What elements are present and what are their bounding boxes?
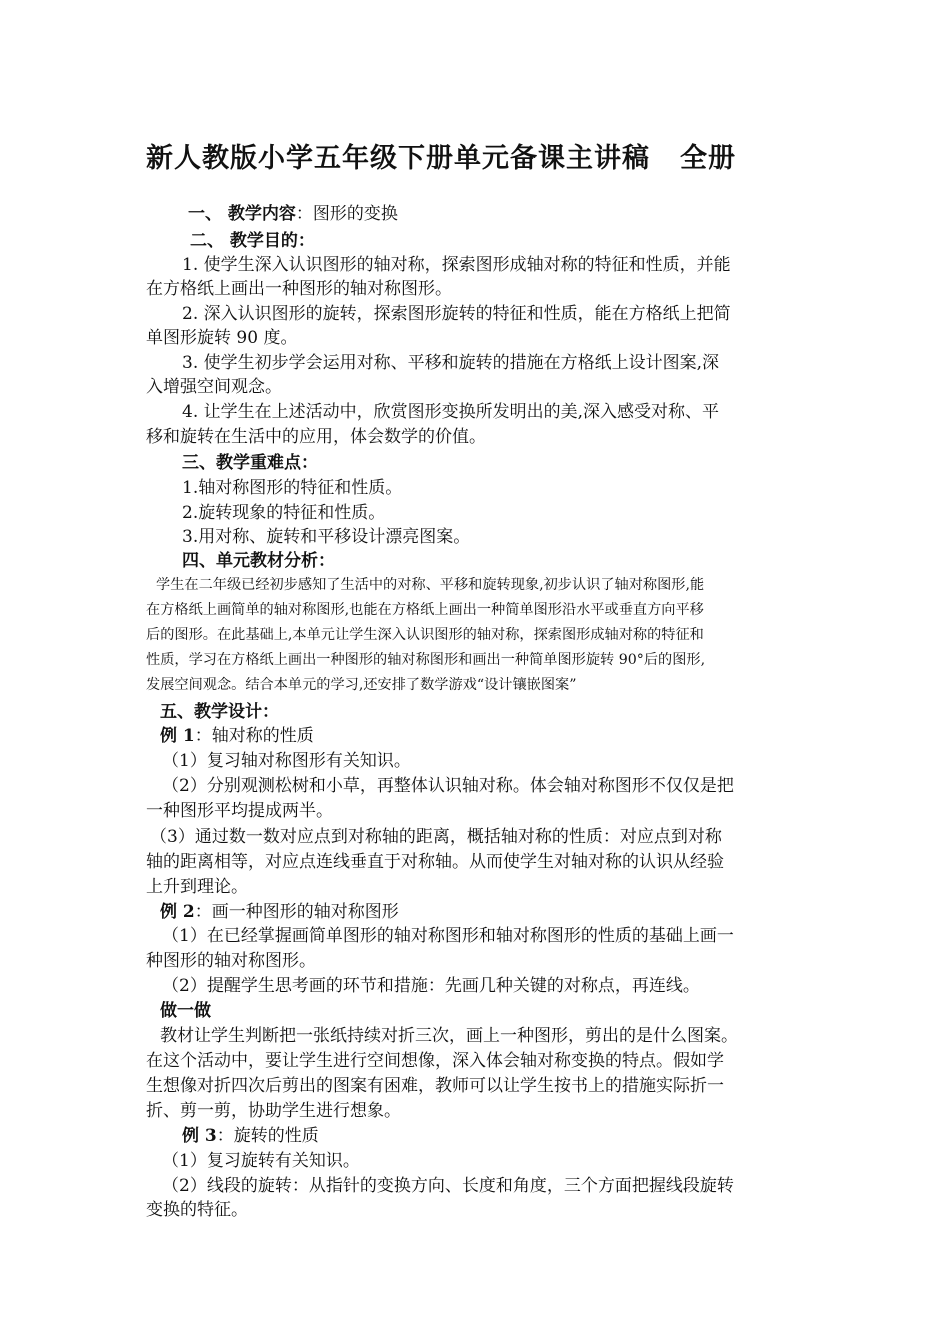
example-3-label: 例 3 [182, 1126, 217, 1146]
example-3-line [182, 1124, 319, 1148]
example-1-label: 例 1 [160, 726, 195, 746]
analysis-line-4: 性质，学习在方格纸上画出一种图形的轴对称图形和画出一种简单图形旋转 90°后的图形, [146, 652, 706, 668]
example-1-point-2-line-2: 一种图形平均提成两半。 [146, 801, 333, 821]
example-1-point-1: （1）复习轴对称图形有关知识。 [162, 751, 411, 771]
section-4-heading: 四、单元教材分析： [182, 551, 335, 571]
example-3-point-2-line-2: 变换的特征。 [146, 1200, 248, 1220]
title-main-text: 新人教版小学五年级下册单元备课主讲稿 [146, 143, 650, 174]
section-1-value: 图形的变换 [312, 204, 398, 224]
analysis-line-1: 学生在二年级已经初步感知了生活中的对称、平移和旋转现象,初步认识了轴对称图形,能 [156, 577, 705, 593]
example-3-point-2-line-1: （2）线段的旋转：从指针的变换方向、长度和角度，三个方面把握线段旋转 [162, 1176, 734, 1196]
example-1-point-3-line-2: 轴的距离相等，对应点连线垂直于对称轴。从而使学生对轴对称的认识从经验 [146, 852, 724, 872]
do-it-line-1: 教材让学生判断把一张纸持续对折三次，画上一种图形，剪出的是什么图案。 [160, 1026, 738, 1046]
analysis-line-3: 后的图形。在此基础上,本单元让学生深入认识图形的轴对称，探索图形成轴对称的特征和 [146, 627, 704, 643]
section-3-heading: 三、教学重难点： [182, 453, 318, 473]
section-5-heading: 五、教学设计： [160, 702, 279, 722]
analysis-line-5: 发展空间观念。结合本单元的学习,还安排了数学游戏“设计镶嵌图案” [146, 677, 577, 693]
example-1-point-3-line-3: 上升到理论。 [146, 877, 248, 897]
goal-4-line-1: 4. 让学生在上述活动中，欣赏图形变换所发明出的美,深入感受对称、平 [182, 402, 720, 422]
example-2-point-1-line-2: 种图形的轴对称图形。 [146, 951, 316, 971]
goal-3-line-2: 入增强空间观念。 [146, 377, 282, 397]
goal-2-line-1: 2. 深入认识图形的旋转，探索图形旋转的特征和性质，能在方格纸上把简 [182, 304, 731, 324]
example-1-text: ：轴对称的性质 [194, 726, 314, 746]
do-it-heading: 做一做 [160, 1001, 211, 1021]
example-2-label: 例 2 [160, 902, 195, 922]
example-3-text: ：旋转的性质 [216, 1126, 319, 1146]
goal-2-line-2: 单图形旋转 90 度。 [146, 328, 298, 348]
document-title [146, 136, 736, 175]
example-2-text: ：画一种图形的轴对称图形 [194, 902, 399, 922]
do-it-line-2: 在这个活动中，要让学生进行空间想像，深入体会轴对称变换的特点。假如学 [146, 1051, 724, 1071]
do-it-line-3: 生想像对折四次后剪出的图案有困难，教师可以让学生按书上的措施实际折一 [146, 1076, 724, 1096]
title-tail-text: 全册 [680, 143, 736, 174]
example-1-point-2-line-1: （2）分别观测松树和小草，再整体认识轴对称。体会轴对称图形不仅仅是把 [162, 776, 734, 796]
example-1-line [160, 724, 314, 748]
example-2-line [160, 900, 399, 924]
section-1-line [188, 202, 398, 226]
goal-3-line-1: 3. 使学生初步学会运用对称、平移和旋转的措施在方格纸上设计图案,深 [182, 353, 720, 373]
key-point-2: 2.旋转现象的特征和性质。 [182, 503, 386, 523]
example-2-point-2: （2）提醒学生思考画的环节和措施：先画几种关键的对称点，再连线。 [162, 976, 700, 996]
goal-1-line-2: 在方格纸上画出一种图形的轴对称图形。 [146, 279, 452, 299]
goal-4-line-2: 移和旋转在生活中的应用，体会数学的价值。 [146, 427, 486, 447]
section-1-colon: ： [295, 204, 313, 224]
key-point-3: 3.用对称、旋转和平移设计漂亮图案。 [182, 527, 471, 547]
do-it-line-4: 折、剪一剪，协助学生进行想象。 [146, 1101, 401, 1121]
goal-1-line-1: 1. 使学生深入认识图形的轴对称，探索图形成轴对称的特征和性质，并能 [182, 255, 731, 275]
key-point-1: 1.轴对称图形的特征和性质。 [182, 478, 403, 498]
example-1-point-3-line-1: （3）通过数一数对应点到对称轴的距离，概括轴对称的性质：对应点到对称 [150, 827, 722, 847]
example-3-point-1: （1）复习旋转有关知识。 [162, 1151, 360, 1171]
example-2-point-1-line-1: （1）在已经掌握画简单图形的轴对称图形和轴对称图形的性质的基础上画一 [162, 926, 734, 946]
section-1-heading: 一、 教学内容 [188, 204, 296, 224]
analysis-line-2: 在方格纸上画简单的轴对称图形,也能在方格纸上画出一种简单图形沿水平或垂直方向平移 [146, 602, 704, 618]
section-2-heading: 二、 教学目的： [190, 231, 315, 251]
